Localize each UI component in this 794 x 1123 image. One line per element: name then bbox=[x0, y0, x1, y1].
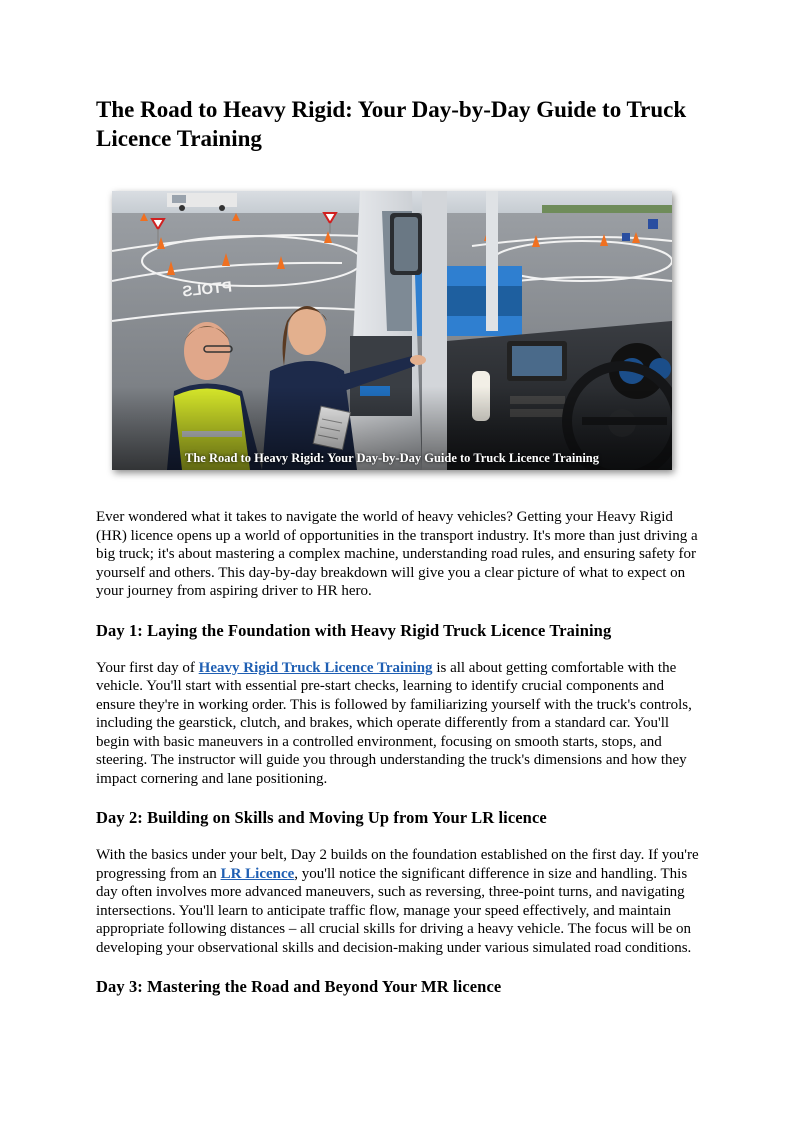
heavy-rigid-training-link[interactable]: Heavy Rigid Truck Licence Training bbox=[198, 659, 433, 676]
day1-text-before: Your first day of bbox=[96, 659, 199, 676]
lr-licence-link[interactable]: LR Licence bbox=[220, 865, 295, 882]
day2-text-after: , you'll notice the significant difference in size and handling. This day often involves more advanced maneuvers, such as reversing, three-point turns, and navigating intersections. You'll learn to anticipate traffic flow, manage your speed effectively, and maintain appropriate following distances – all crucial skills for driving a heavy vehicle. The focus will be on developing your observational skills and decision-making under various simulated road conditions. bbox=[96, 865, 692, 956]
day1-text-after: is all about getting comfortable with the vehicle. You'll start with essential pre-start checks, learning to identify crucial components and ensure they're in working order. This is followed by familiarizing yourself with the truck's controls, including the gearstick, clutch, and brakes, which operate differently from a standard car. You'll begin with basic maneuvers in a controlled environment, focusing on smooth starts, stops, and steering. The instructor will guide you through understanding the truck's dimensions and how they impact cornering and lane positioning. bbox=[96, 659, 692, 787]
intro-paragraph: Ever wondered what it takes to navigate the world of heavy vehicles? Getting your Heavy Rigid (HR) licence opens up a world of opportunities in the transport industry. It's more than just driving a big truck; it's about mastering a complex machine, understanding road rules, and ensuring safety for yourself and others. This day-by-day breakdown will give you a clear picture of what to expect on your journey from aspiring driver to HR hero. bbox=[96, 509, 698, 599]
page-title: The Road to Heavy Rigid: Your Day-by-Day Guide to Truck Licence Training bbox=[96, 97, 687, 151]
hero-caption: The Road to Heavy Rigid: Your Day-by-Day Guide to Truck Licence Training bbox=[184, 451, 600, 465]
hero-illustration bbox=[112, 191, 672, 470]
day1-heading: Day 1: Laying the Foundation with Heavy Rigid Truck Licence Training bbox=[96, 620, 612, 640]
caption-shade bbox=[112, 191, 672, 470]
day3-heading: Day 3: Mastering the Road and Beyond Your MR licence bbox=[96, 977, 502, 996]
hero-image bbox=[112, 191, 672, 470]
day2-paragraph bbox=[96, 846, 702, 957]
day2-text-before: With the basics under your belt, Day 2 builds on the foundation established on the first day. If you're progressing from an bbox=[96, 847, 699, 882]
article bbox=[96, 95, 702, 997]
day1-paragraph bbox=[96, 659, 702, 789]
day2-heading: Day 2: Building on Skills and Moving Up from Your LR licence bbox=[96, 808, 547, 827]
